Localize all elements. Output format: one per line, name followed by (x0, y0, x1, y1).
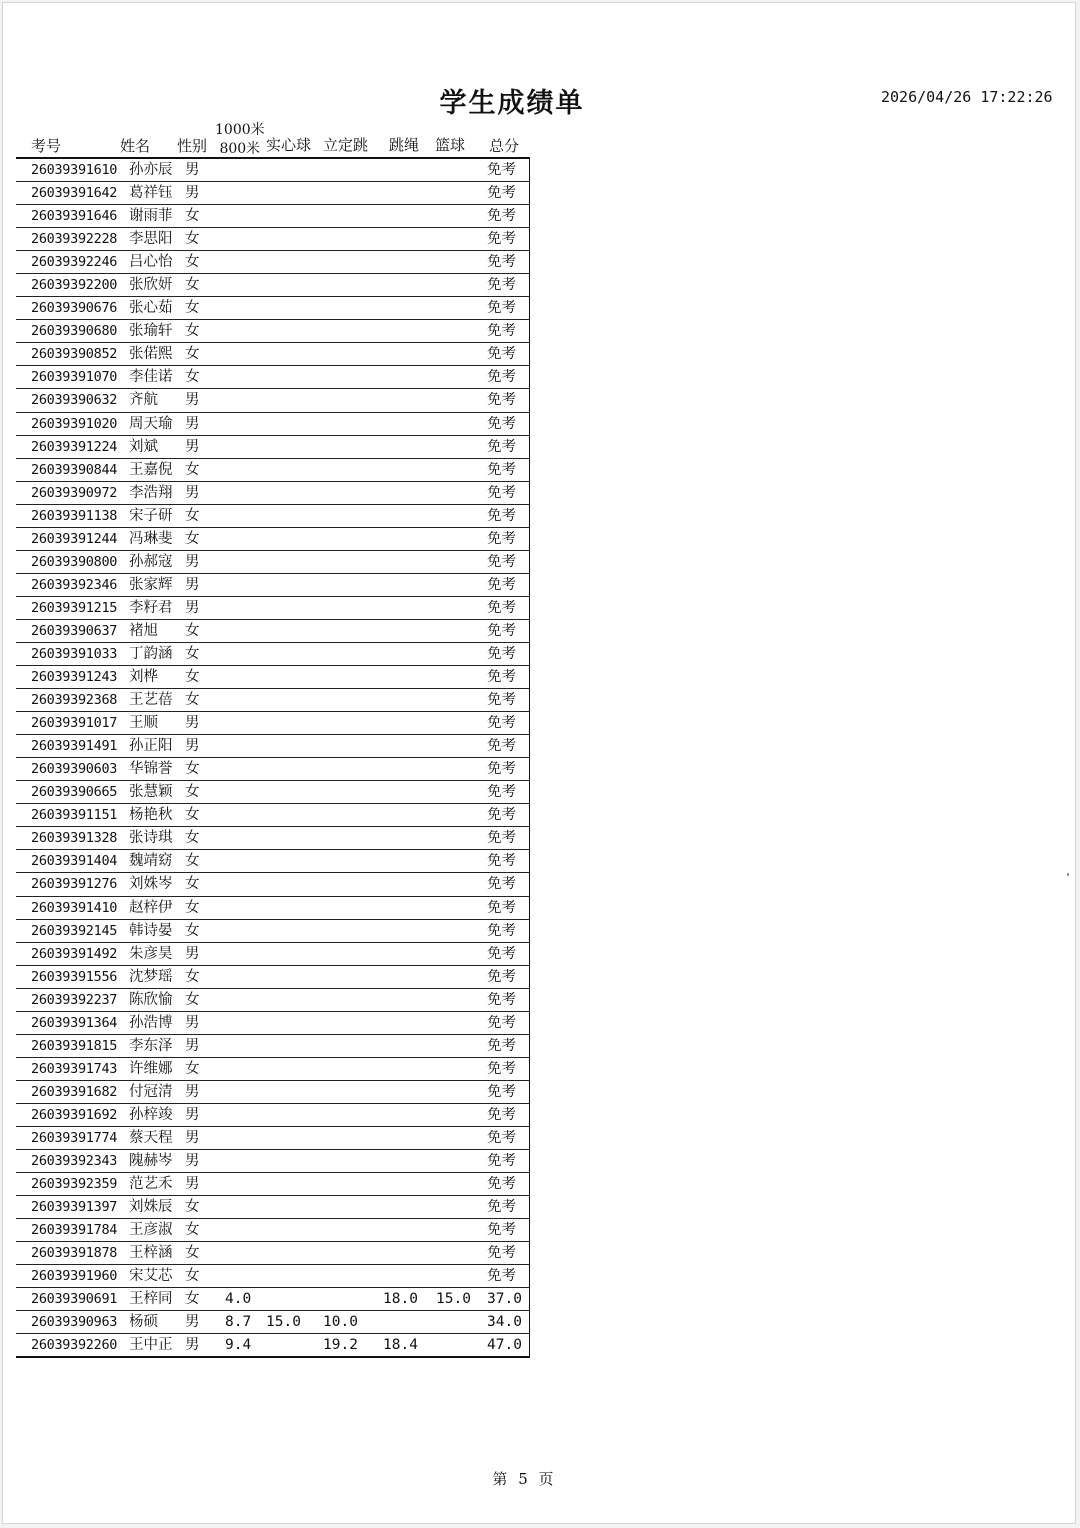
cell-exam-id: 26039390680 (31, 323, 118, 340)
table-row (16, 205, 529, 228)
cell-total: 免考 (487, 162, 516, 178)
header-medicine-ball: 实心球 (266, 136, 312, 154)
cell-sex: 女 (185, 876, 200, 893)
table-row (16, 735, 529, 758)
cell-total: 免考 (487, 323, 516, 340)
cell-exam-id: 26039391610 (31, 162, 118, 178)
cell-exam-id: 26039390603 (31, 761, 118, 778)
cell-standing-jump: 19.2 (323, 1337, 358, 1354)
cell-exam-id: 26039391070 (31, 369, 118, 386)
cell-sex: 男 (185, 1176, 200, 1193)
cell-standing-jump: 10.0 (323, 1314, 358, 1331)
cell-exam-id: 26039390676 (31, 300, 118, 317)
cell-exam-id: 26039390632 (31, 392, 118, 409)
cell-total: 免考 (487, 1083, 516, 1100)
cell-sex: 女 (185, 853, 200, 870)
cell-exam-id: 26039391410 (31, 899, 118, 916)
cell-sex: 女 (185, 461, 200, 478)
table-row (16, 758, 529, 781)
cell-total: 免考 (487, 599, 516, 616)
cell-sex: 男 (185, 1337, 200, 1354)
cell-name: 孙浩博 (129, 1014, 173, 1031)
cell-sex: 女 (185, 277, 200, 294)
cell-name: 王彦淑 (129, 1222, 173, 1239)
cell-exam-id: 26039390972 (31, 484, 118, 501)
cell-exam-id: 26039390963 (31, 1314, 118, 1331)
cell-sex: 男 (185, 162, 200, 178)
cell-name: 魏靖窈 (129, 853, 173, 870)
table-row (16, 620, 529, 643)
cell-total: 免考 (487, 830, 516, 847)
cell-sex: 男 (185, 438, 200, 455)
cell-exam-id: 26039391815 (31, 1037, 118, 1054)
cell-exam-id: 26039392200 (31, 277, 118, 294)
table-row (16, 459, 529, 482)
table-row (16, 1127, 529, 1150)
table-row (16, 1288, 529, 1311)
cell-name: 李思阳 (129, 231, 173, 248)
cell-total: 34.0 (487, 1314, 522, 1331)
cell-exam-id: 26039391878 (31, 1245, 118, 1262)
table-row (16, 827, 529, 850)
cell-name: 宋艾芯 (129, 1268, 173, 1285)
cell-total: 免考 (487, 645, 516, 662)
table-row (16, 1012, 529, 1035)
table-row (16, 1219, 529, 1242)
cell-name: 孙梓竣 (129, 1106, 173, 1123)
cell-exam-id: 26039391491 (31, 738, 118, 755)
table-row (16, 1035, 529, 1058)
cell-total: 免考 (487, 761, 516, 778)
cell-total: 免考 (487, 461, 516, 478)
cell-exam-id: 26039391960 (31, 1268, 118, 1285)
cell-name: 周天瑜 (129, 415, 173, 432)
cell-exam-id: 26039391017 (31, 715, 118, 732)
cell-name: 张偌熙 (129, 346, 173, 363)
cell-total: 免考 (487, 392, 516, 409)
table-row (16, 804, 529, 827)
cell-total: 免考 (487, 1060, 516, 1077)
cell-exam-id: 26039391642 (31, 185, 118, 202)
cell-exam-id: 26039391243 (31, 669, 118, 686)
page-title: 学生成绩单 (439, 88, 585, 119)
cell-exam-id: 26039391492 (31, 945, 118, 962)
cell-sex: 女 (185, 645, 200, 662)
cell-total: 免考 (487, 484, 516, 501)
cell-total: 免考 (487, 1014, 516, 1031)
header-jump-rope: 跳绳 (389, 136, 420, 154)
table-row (16, 1196, 529, 1219)
table-row (16, 436, 529, 459)
cell-total: 免考 (487, 692, 516, 709)
cell-sex: 女 (185, 346, 200, 363)
cell-exam-id: 26039390844 (31, 461, 118, 478)
header-name: 姓名 (120, 137, 151, 155)
cell-name: 冯琳斐 (129, 530, 173, 547)
cell-basketball: 15.0 (436, 1291, 471, 1308)
cell-name: 张慧颖 (129, 784, 173, 801)
table-row (16, 850, 529, 873)
table-row (16, 251, 529, 274)
table-row (16, 943, 529, 966)
cell-total: 免考 (487, 1222, 516, 1239)
table-row (16, 1150, 529, 1173)
cell-name: 杨艳秋 (129, 807, 173, 824)
cell-sex: 女 (185, 761, 200, 778)
cell-medicine-ball: 15.0 (266, 1314, 301, 1331)
cell-total: 免考 (487, 622, 516, 639)
cell-total: 免考 (487, 415, 516, 432)
table-row (16, 597, 529, 620)
cell-name: 陈欣愉 (129, 991, 173, 1008)
cell-sex: 女 (185, 323, 200, 340)
cell-exam-id: 26039391276 (31, 876, 118, 893)
cell-total: 免考 (487, 1037, 516, 1054)
cell-total: 免考 (487, 1176, 516, 1193)
cell-sex: 男 (185, 1153, 200, 1170)
cell-exam-id: 26039391774 (31, 1129, 118, 1146)
cell-sex: 女 (185, 692, 200, 709)
table-row (16, 666, 529, 689)
table-row (16, 551, 529, 574)
cell-sex: 女 (185, 622, 200, 639)
cell-sex: 男 (185, 576, 200, 593)
cell-exam-id: 26039391646 (31, 208, 118, 225)
cell-total: 免考 (487, 1268, 516, 1285)
cell-exam-id: 26039391784 (31, 1222, 118, 1239)
scan-speck (1067, 873, 1069, 876)
cell-sex: 女 (185, 1245, 200, 1262)
cell-exam-id: 26039391151 (31, 807, 118, 824)
report-page (2, 2, 1076, 1524)
cell-sex: 男 (185, 185, 200, 202)
cell-exam-id: 26039391364 (31, 1014, 118, 1031)
cell-exam-id: 26039390637 (31, 622, 118, 639)
cell-name: 丁韵涵 (129, 645, 173, 662)
cell-total: 免考 (487, 738, 516, 755)
cell-exam-id: 26039392346 (31, 576, 118, 593)
cell-name: 付冠清 (129, 1083, 173, 1100)
table-row (16, 528, 529, 551)
cell-sex: 男 (185, 738, 200, 755)
cell-total: 免考 (487, 369, 516, 386)
cell-total: 免考 (487, 1199, 516, 1216)
cell-exam-id: 26039392343 (31, 1153, 118, 1170)
cell-sex: 女 (185, 1268, 200, 1285)
table-row (16, 159, 529, 182)
cell-name: 孙正阳 (129, 738, 173, 755)
cell-exam-id: 26039391020 (31, 415, 118, 432)
cell-name: 张家辉 (129, 576, 173, 593)
table-row (16, 781, 529, 804)
cell-sex: 女 (185, 1291, 200, 1308)
cell-exam-id: 26039390691 (31, 1291, 118, 1308)
cell-name: 齐航 (129, 392, 158, 409)
table-row (16, 228, 529, 251)
cell-exam-id: 26039391224 (31, 438, 118, 455)
cell-total: 免考 (487, 346, 516, 363)
cell-sex: 女 (185, 231, 200, 248)
cell-name: 许维娜 (129, 1060, 173, 1077)
table-row (16, 274, 529, 297)
cell-name: 蔡天程 (129, 1129, 173, 1146)
cell-sex: 男 (185, 392, 200, 409)
cell-exam-id: 26039391244 (31, 530, 118, 547)
cell-name: 李东泽 (129, 1037, 173, 1054)
cell-sex: 女 (185, 1199, 200, 1216)
table-row (16, 389, 529, 412)
cell-exam-id: 26039392228 (31, 231, 118, 248)
cell-exam-id: 26039391743 (31, 1060, 118, 1077)
table-row (16, 366, 529, 389)
cell-total: 免考 (487, 553, 516, 570)
header-sex: 性别 (177, 137, 208, 155)
cell-total: 免考 (487, 669, 516, 686)
cell-name: 华锦誉 (129, 761, 173, 778)
cell-total: 免考 (487, 300, 516, 317)
table-row (16, 1081, 529, 1104)
cell-exam-id: 26039392368 (31, 692, 118, 709)
cell-sex: 男 (185, 715, 200, 732)
cell-total: 47.0 (487, 1337, 522, 1354)
table-row (16, 897, 529, 920)
table-row (16, 320, 529, 343)
cell-name: 李浩翔 (129, 484, 173, 501)
score-table (16, 157, 530, 1358)
cell-total: 免考 (487, 853, 516, 870)
table-row (16, 966, 529, 989)
cell-name: 王嘉倪 (129, 461, 173, 478)
cell-total: 免考 (487, 576, 516, 593)
cell-name: 赵梓伊 (129, 899, 173, 916)
cell-name: 刘桦 (129, 669, 158, 686)
footer-prefix: 第 (492, 1470, 508, 1488)
cell-exam-id: 26039391328 (31, 830, 118, 847)
cell-name: 刘姝岑 (129, 876, 173, 893)
cell-exam-id: 26039391397 (31, 1199, 118, 1216)
header-total: 总分 (489, 137, 520, 155)
cell-total: 免考 (487, 784, 516, 801)
cell-sex: 女 (185, 830, 200, 847)
table-row (16, 689, 529, 712)
cell-total: 免考 (487, 1129, 516, 1146)
cell-name: 褚旭 (129, 622, 158, 639)
table-row (16, 1058, 529, 1081)
cell-name: 李佳诺 (129, 369, 173, 386)
cell-exam-id: 26039392260 (31, 1337, 118, 1354)
cell-total: 免考 (487, 715, 516, 732)
header-standing-jump: 立定跳 (323, 136, 369, 154)
cell-name: 范艺禾 (129, 1176, 173, 1193)
cell-sex: 女 (185, 530, 200, 547)
header-run (215, 121, 265, 159)
table-row (16, 643, 529, 666)
cell-exam-id: 26039392246 (31, 254, 118, 271)
cell-sex: 男 (185, 1129, 200, 1146)
cell-total: 免考 (487, 530, 516, 547)
cell-total: 37.0 (487, 1291, 522, 1308)
table-row (16, 712, 529, 735)
footer-suffix: 页 (538, 1470, 554, 1488)
cell-exam-id: 26039391033 (31, 645, 118, 662)
page-number: 5 (518, 1470, 528, 1488)
cell-sex: 女 (185, 369, 200, 386)
cell-exam-id: 26039392359 (31, 1176, 118, 1193)
cell-total: 免考 (487, 899, 516, 916)
cell-sex: 男 (185, 1106, 200, 1123)
print-timestamp: 2026/04/26 17:22:26 (881, 88, 1053, 106)
cell-name: 孙亦辰 (129, 162, 173, 178)
cell-sex: 女 (185, 968, 200, 985)
table-row (16, 574, 529, 597)
cell-total: 免考 (487, 807, 516, 824)
table-row (16, 1265, 529, 1288)
cell-exam-id: 26039390665 (31, 784, 118, 801)
header-basketball: 篮球 (435, 136, 466, 154)
table-row (16, 182, 529, 205)
cell-total: 免考 (487, 231, 516, 248)
cell-sex: 男 (185, 1037, 200, 1054)
cell-name: 杨硕 (129, 1314, 158, 1331)
table-row (16, 1242, 529, 1265)
cell-sex: 女 (185, 669, 200, 686)
table-row (16, 920, 529, 943)
cell-total: 免考 (487, 254, 516, 271)
cell-total: 免考 (487, 945, 516, 962)
cell-sex: 男 (185, 1083, 200, 1100)
cell-total: 免考 (487, 968, 516, 985)
cell-name: 韩诗晏 (129, 922, 173, 939)
cell-exam-id: 26039391215 (31, 599, 118, 616)
cell-sex: 男 (185, 945, 200, 962)
cell-total: 免考 (487, 991, 516, 1008)
cell-name: 孙郝寇 (129, 553, 173, 570)
cell-total: 免考 (487, 922, 516, 939)
cell-total: 免考 (487, 438, 516, 455)
cell-total: 免考 (487, 876, 516, 893)
table-row (16, 1104, 529, 1127)
cell-name: 王艺蓓 (129, 692, 173, 709)
table-row (16, 343, 529, 366)
cell-sex: 男 (185, 484, 200, 501)
table-row (16, 989, 529, 1012)
cell-name: 王梓同 (129, 1291, 173, 1308)
cell-name: 宋子研 (129, 507, 173, 524)
cell-name: 王梓涵 (129, 1245, 173, 1262)
cell-name: 葛祥钰 (129, 185, 173, 202)
cell-run: 9.4 (225, 1337, 252, 1354)
table-row (16, 1311, 529, 1334)
header-exam-id: 考号 (31, 137, 62, 155)
cell-exam-id: 26039391692 (31, 1106, 118, 1123)
cell-sex: 男 (185, 415, 200, 432)
cell-total: 免考 (487, 1245, 516, 1262)
cell-name: 张诗琪 (129, 830, 173, 847)
cell-name: 王顺 (129, 715, 158, 732)
cell-exam-id: 26039391682 (31, 1083, 118, 1100)
cell-name: 刘姝辰 (129, 1199, 173, 1216)
table-row (16, 873, 529, 896)
cell-sex: 女 (185, 991, 200, 1008)
cell-name: 张心茹 (129, 300, 173, 317)
cell-exam-id: 26039391138 (31, 507, 118, 524)
cell-sex: 女 (185, 507, 200, 524)
cell-run: 4.0 (225, 1291, 252, 1308)
cell-total: 免考 (487, 277, 516, 294)
cell-total: 免考 (487, 1106, 516, 1123)
cell-name: 张瑜轩 (129, 323, 173, 340)
table-row (16, 482, 529, 505)
cell-name: 谢雨菲 (129, 208, 173, 225)
cell-name: 沈梦瑶 (129, 968, 173, 985)
cell-sex: 女 (185, 254, 200, 271)
table-row (16, 413, 529, 436)
cell-sex: 男 (185, 1014, 200, 1031)
header-run-800m: 800米 (219, 141, 261, 157)
cell-exam-id: 26039391404 (31, 853, 118, 870)
cell-exam-id: 26039391556 (31, 968, 118, 985)
cell-sex: 女 (185, 1222, 200, 1239)
table-row (16, 1173, 529, 1196)
header-run-1000m: 1000米 (215, 122, 265, 138)
cell-exam-id: 26039392145 (31, 922, 118, 939)
cell-name: 李籽君 (129, 599, 173, 616)
cell-name: 朱彦昊 (129, 945, 173, 962)
cell-total: 免考 (487, 1153, 516, 1170)
cell-exam-id: 26039392237 (31, 991, 118, 1008)
cell-sex: 男 (185, 1314, 200, 1331)
cell-sex: 女 (185, 784, 200, 801)
cell-sex: 男 (185, 553, 200, 570)
cell-name: 刘斌 (129, 438, 158, 455)
cell-name: 吕心怡 (129, 254, 173, 271)
cell-jump-rope: 18.0 (383, 1291, 418, 1308)
cell-name: 张欣妍 (129, 277, 173, 294)
cell-exam-id: 26039390852 (31, 346, 118, 363)
cell-run: 8.7 (225, 1314, 252, 1331)
cell-sex: 女 (185, 1060, 200, 1077)
cell-jump-rope: 18.4 (383, 1337, 418, 1354)
table-row (16, 505, 529, 528)
table-row (16, 1334, 529, 1358)
cell-sex: 女 (185, 899, 200, 916)
cell-sex: 女 (185, 807, 200, 824)
cell-sex: 男 (185, 599, 200, 616)
page-footer (3, 1468, 1043, 1489)
cell-sex: 女 (185, 300, 200, 317)
cell-total: 免考 (487, 185, 516, 202)
cell-exam-id: 26039390800 (31, 553, 118, 570)
cell-total: 免考 (487, 507, 516, 524)
cell-sex: 女 (185, 208, 200, 225)
cell-total: 免考 (487, 208, 516, 225)
cell-sex: 女 (185, 922, 200, 939)
table-row (16, 297, 529, 320)
cell-name: 王中正 (129, 1337, 173, 1354)
cell-name: 隗赫岑 (129, 1153, 173, 1170)
